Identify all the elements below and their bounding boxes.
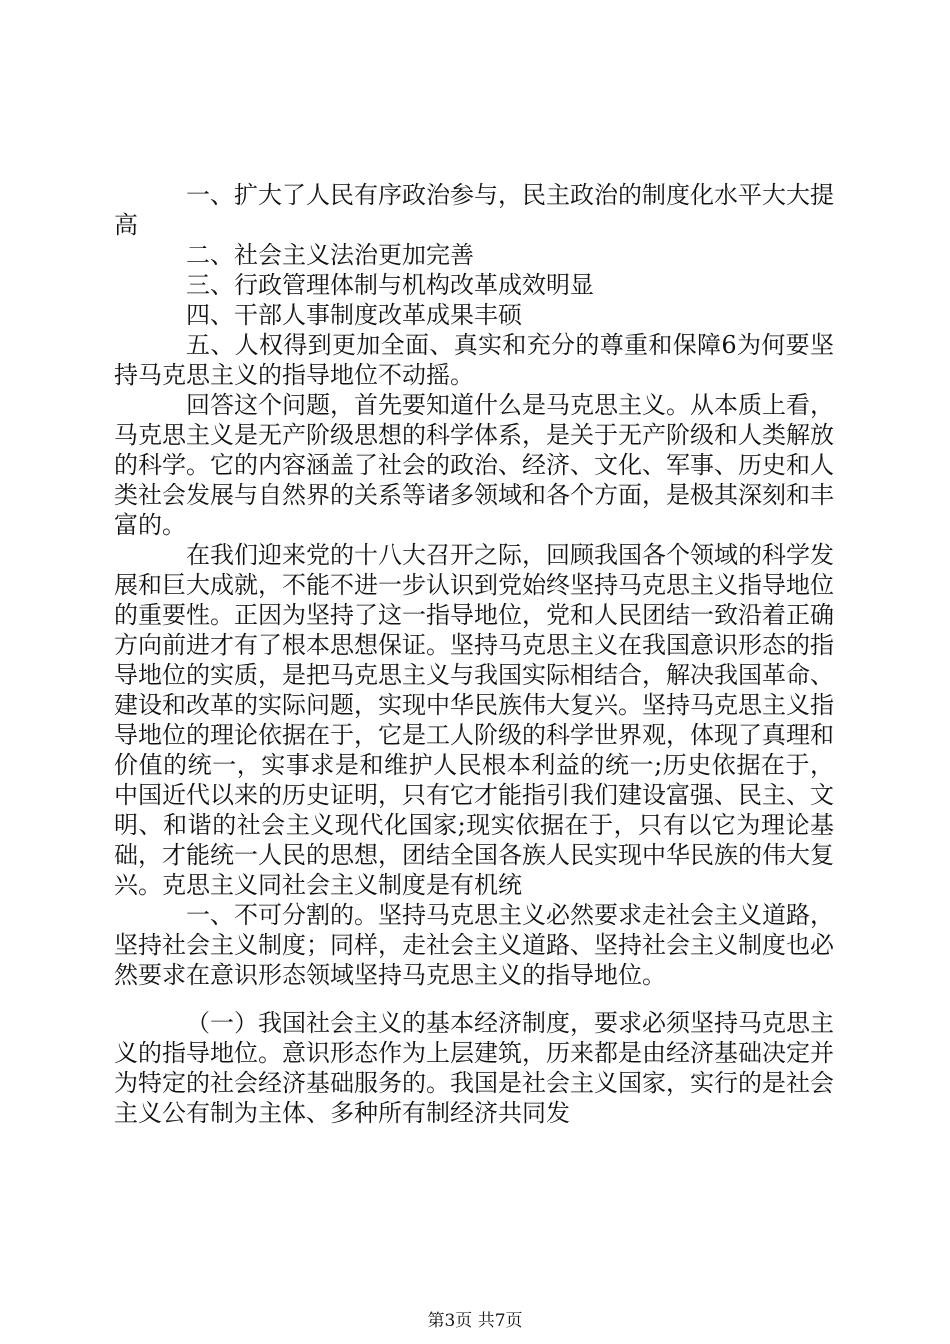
paragraph-5: 五、人权得到更加全面、真实和充分的尊重和保障6为何要坚持马克思主义的指导地位不动摇。 (114, 331, 834, 389)
paragraph-8: 一、不可分割的。坚持马克思主义必然要求走社会主义道路，坚持社会主义制度；同样，走社会主义道路、坚持社会主义制度也必然要求在意识形态领域坚持马克思主义的指导地位。 (114, 901, 834, 989)
paragraph-7: 在我们迎来党的十八大召开之际，回顾我国各个领域的科学发展和巨大成就，不能不进一步认识到党始终坚持马克思主义指导地位的重要性。正因为坚持了这一指导地位，党和人民团结一致沿着正确方向前进才有了根本思想保证。坚持马克思主义在我国意识形态的指导地位的实质，是把马克思主义与我国实际相结合，解决我国革命、建设和改革的实际问题，实现中华民族伟大复兴。坚持马克思主义指导地位的理论依据在于，它是工人阶级的科学世界观，体现了真理和价值的统一，实事求是和维护人民根本利益的统一;历史依据在于，中国近代以来的历史证明，只有它才能指引我们建设富强、民主、文明、和谐的社会主义现代化国家;现实依据在于，只有以它为理论基础，才能统一人民的思想，团结全国各族人民实现中华民族的伟大复兴。克思主义同社会主义制度是有机统 (114, 541, 834, 899)
document-body (114, 180, 834, 1128)
paragraph-6: 回答这个问题，首先要知道什么是马克思主义。从本质上看，马克思主义是无产阶级思想的科学体系，是关于无产阶级和人类解放的科学。它的内容涵盖了社会的政治、经济、文化、军事、历史和人类社会发展与自然界的关系等诸多领域和各个方面，是极其深刻和丰富的。 (114, 391, 834, 539)
paragraph-4: 四、干部人事制度改革成果丰硕 (186, 301, 522, 329)
paragraph-2: 二、社会主义法治更加完善 (186, 241, 474, 269)
paragraph-3: 三、行政管理体制与机构改革成效明显 (186, 271, 594, 299)
paragraph-1: 一、扩大了人民有序政治参与，民主政治的制度化水平大大提高 (114, 181, 834, 239)
page-number-footer: 第3页 共7页 (427, 1311, 523, 1331)
paragraph-9: （一）我国社会主义的基本经济制度，要求必须坚持马克思主义的指导地位。意识形态作为上层建筑，历来都是由经济基础决定并为特定的社会经济基础服务的。我国是社会主义国家，实行的是社会主义公有制为主体、多种所有制经济共同发 (114, 1009, 834, 1127)
